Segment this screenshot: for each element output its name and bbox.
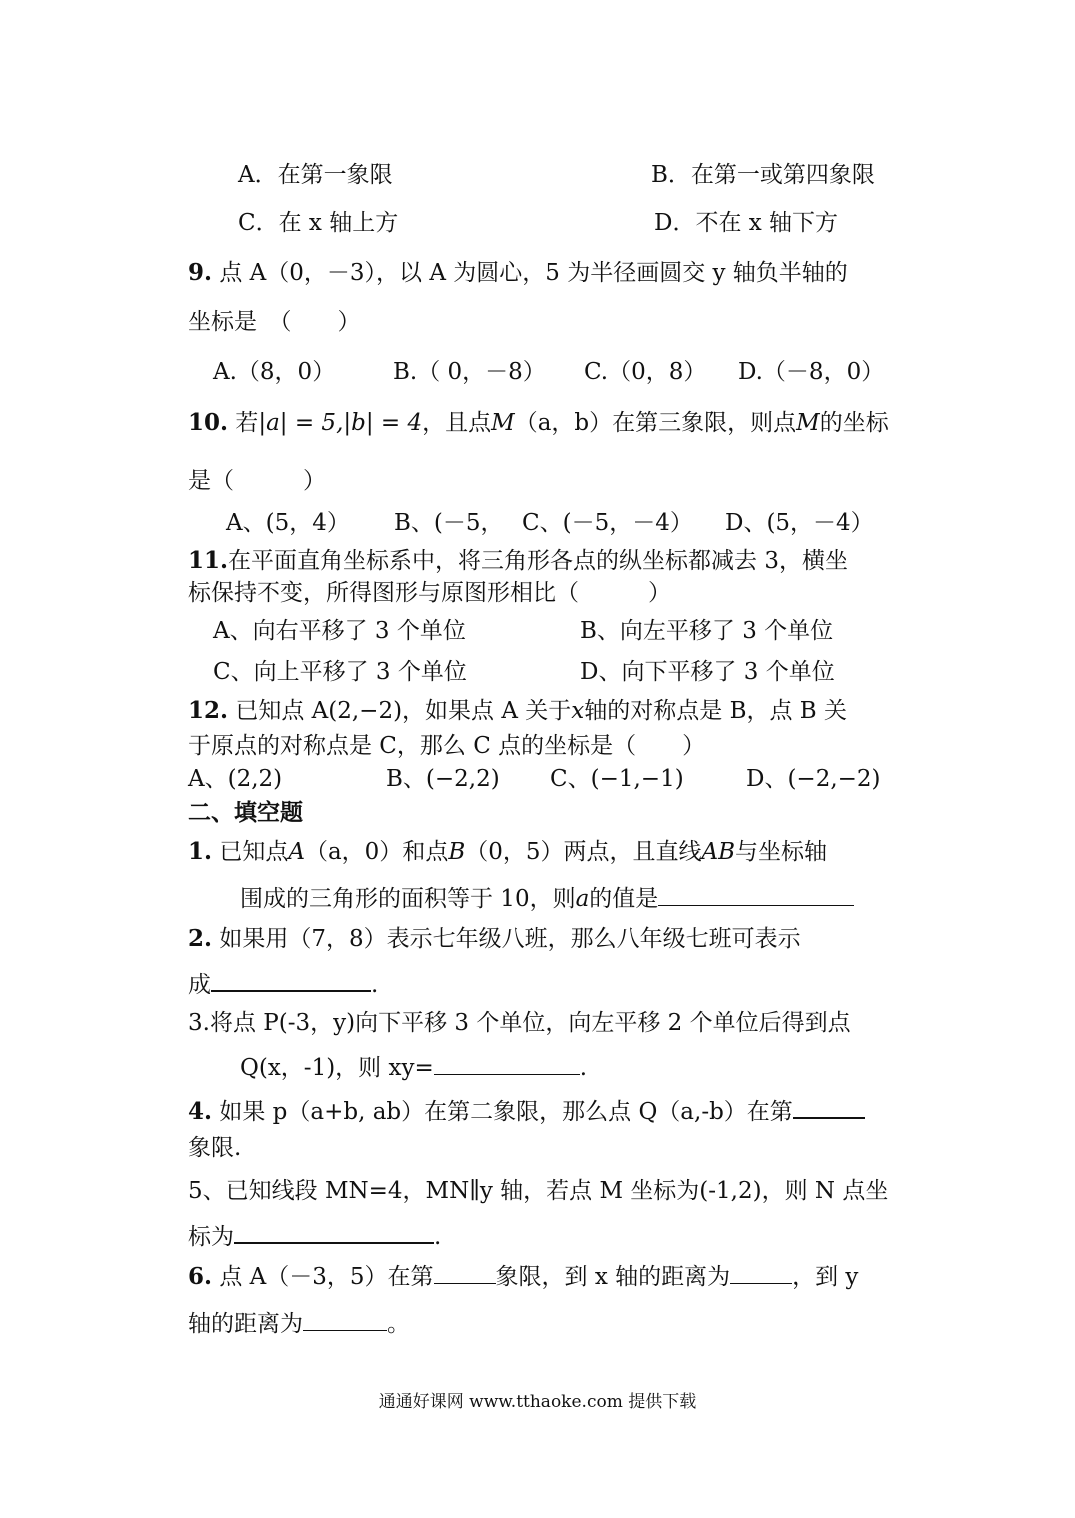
f6-blank-3[interactable] xyxy=(303,1306,387,1331)
q11-option-b: B、向左平移了 3 个单位 xyxy=(580,618,834,644)
f6-line2 xyxy=(188,1306,410,1339)
f6-t2: 象限，到 x 轴的距离为 xyxy=(495,1264,731,1290)
q8-option-b: B．在第一或第四象限 xyxy=(651,162,875,188)
q9-text1: 点 A（0，－3），以 A 为圆心，5 为半径画圆交 y 轴负半轴的 xyxy=(219,260,848,286)
f1-p1: （a，0） xyxy=(304,839,403,865)
f1-p2: （0，5）两点，且直线 xyxy=(465,839,702,865)
f1-a-point: A xyxy=(288,839,305,865)
q12-option-b-label: B、 xyxy=(386,766,426,792)
f6-t3: ，到 y xyxy=(792,1264,859,1290)
q11-option-a: A、向右平移了 3 个单位 xyxy=(213,618,466,644)
f1-text2: 围成的三角形的面积等于 10，则 xyxy=(240,886,576,912)
q12-option-a-label: A、 xyxy=(188,766,228,792)
f1-mid: 和点 xyxy=(402,839,449,865)
q12-option-b xyxy=(386,764,500,794)
q12-option-c-value: (−1,−1) xyxy=(590,766,684,792)
f4-blank[interactable] xyxy=(793,1093,865,1119)
q11-text1: 在平面直角坐标系中，将三角形各点的纵坐标都减去 3，横坐 xyxy=(228,548,848,574)
q10-line1 xyxy=(188,408,889,438)
q10-option-b: B、(－5， xyxy=(394,510,504,536)
f2-text1: 如果用（7，8）表示七年级八班，那么八年级七班可表示 xyxy=(219,926,801,952)
f3-line1: 3.将点 P(-3，y)向下平移 3 个单位，向左平移 2 个单位后得到点 xyxy=(188,1010,851,1036)
q10-number: 10. xyxy=(188,409,229,436)
q10-option-d: D、(5，－4） xyxy=(725,510,874,536)
q9-line1 xyxy=(188,258,848,288)
f5-end: . xyxy=(434,1224,442,1250)
q12-option-a-value: (2,2) xyxy=(227,766,283,792)
q12-option-a xyxy=(188,764,282,794)
f6-end: 。 xyxy=(387,1311,410,1337)
f4-number: 4. xyxy=(188,1098,213,1125)
q12-option-b-value: (−2,2) xyxy=(425,766,500,792)
f1-number: 1. xyxy=(188,838,213,865)
q12-option-d-label: D、 xyxy=(746,766,788,792)
q10-mid1: ，且点 xyxy=(422,410,492,436)
f4-line2: 象限. xyxy=(188,1135,242,1161)
q11-option-c: C、向上平移了 3 个单位 xyxy=(213,659,467,685)
f3-blank[interactable] xyxy=(434,1050,580,1075)
q9-number: 9. xyxy=(188,259,213,286)
q10-pre: 若 xyxy=(235,410,259,436)
f6-line1 xyxy=(188,1259,858,1292)
q10-line2: 是（ ） xyxy=(188,468,326,494)
q12-line1 xyxy=(188,696,847,726)
q12-x: x xyxy=(571,698,585,724)
f2-blank[interactable] xyxy=(211,966,371,992)
f2-number: 2. xyxy=(188,925,213,952)
q10-m2: M xyxy=(796,410,820,436)
f1-ab: AB xyxy=(701,839,736,865)
f5-line2 xyxy=(188,1218,441,1252)
f1-a: a xyxy=(575,886,590,912)
q12-mid: ，如果点 A 关于 xyxy=(402,698,572,724)
q10-paren: （a，b） xyxy=(514,410,613,436)
f6-blank-2[interactable] xyxy=(730,1259,792,1284)
q8-option-c: C．在 x 轴上方 xyxy=(238,210,399,236)
q10-mid2: 在第三象限，则点 xyxy=(612,410,797,436)
f1-text2b: 的值是 xyxy=(589,886,659,912)
q12-post: 轴的对称点是 B，点 B 关 xyxy=(584,698,848,724)
q11-line2: 标保持不变，所得图形与原图形相比（ ） xyxy=(188,580,671,606)
q10-post: 的坐标 xyxy=(819,410,889,436)
q12-option-d xyxy=(746,764,881,794)
q11-line1 xyxy=(188,546,848,576)
q11-option-d: D、向下平移了 3 个单位 xyxy=(580,659,835,685)
f6-blank-1[interactable] xyxy=(434,1259,496,1284)
f2-line2 xyxy=(188,966,378,1000)
f1-b-point: B xyxy=(448,839,466,865)
q9-option-b: B.（ 0，－8） xyxy=(393,359,546,385)
f2-line1 xyxy=(188,924,801,954)
f4-text1: 如果 p（a+b, ab）在第二象限，那么点 Q（a,-b）在第 xyxy=(219,1099,793,1125)
f6-number: 6. xyxy=(188,1263,213,1290)
f1-line1 xyxy=(188,837,827,867)
q12-number: 12. xyxy=(188,697,229,724)
q10-m: M xyxy=(491,410,515,436)
q12-pre: 已知点 A xyxy=(235,698,329,724)
q12-option-c xyxy=(550,764,684,794)
f1-line2 xyxy=(240,881,854,914)
q9-option-a: A.（8，0） xyxy=(213,359,336,385)
q10-option-c: C、(－5，－4） xyxy=(522,510,693,536)
f3-end: . xyxy=(579,1055,588,1081)
q11-number: 11. xyxy=(188,547,229,574)
section-heading: 二、填空题 xyxy=(188,800,303,826)
f1-post: 与坐标轴 xyxy=(735,839,828,865)
f1-pre: 已知点 xyxy=(219,839,289,865)
f2-end: . xyxy=(371,972,379,998)
f6-text2: 轴的距离为 xyxy=(188,1311,303,1337)
q9-option-d: D.（－8，0） xyxy=(738,359,885,385)
q12-option-d-value: (−2,−2) xyxy=(787,766,881,792)
f3-line2 xyxy=(240,1050,587,1083)
f5-line1: 5、已知线段 MN=4，MN∥y 轴，若点 M 坐标为(-1,2)，则 N 点坐 xyxy=(188,1178,889,1204)
footer-credit: 通通好课网 www.tthaoke.com 提供下载 xyxy=(378,1392,697,1412)
f5-text2: 标为 xyxy=(188,1224,234,1250)
f4-line1 xyxy=(188,1093,865,1127)
q12-line2: 于原点的对称点是 C，那么 C 点的坐标是（ ） xyxy=(188,733,706,759)
q12-point: (2,−2) xyxy=(328,698,403,724)
f6-t1: 点 A（－3，5）在第 xyxy=(219,1264,434,1290)
f1-blank[interactable] xyxy=(658,881,854,906)
f3-text2: Q(x，-1)，则 xy= xyxy=(240,1055,434,1081)
q10-math: |a| = 5,|b| = 4 xyxy=(258,410,423,436)
f5-blank[interactable] xyxy=(234,1218,434,1244)
q8-option-d: D．不在 x 轴下方 xyxy=(654,210,839,236)
q9-option-c: C.（0，8） xyxy=(584,359,707,385)
q9-line2: 坐标是 （ ） xyxy=(188,309,361,335)
q10-option-a: A、(5，4） xyxy=(226,510,350,536)
f2-text2: 成 xyxy=(188,972,211,998)
q8-option-a: A．在第一象限 xyxy=(238,162,393,188)
q12-option-c-label: C、 xyxy=(550,766,591,792)
